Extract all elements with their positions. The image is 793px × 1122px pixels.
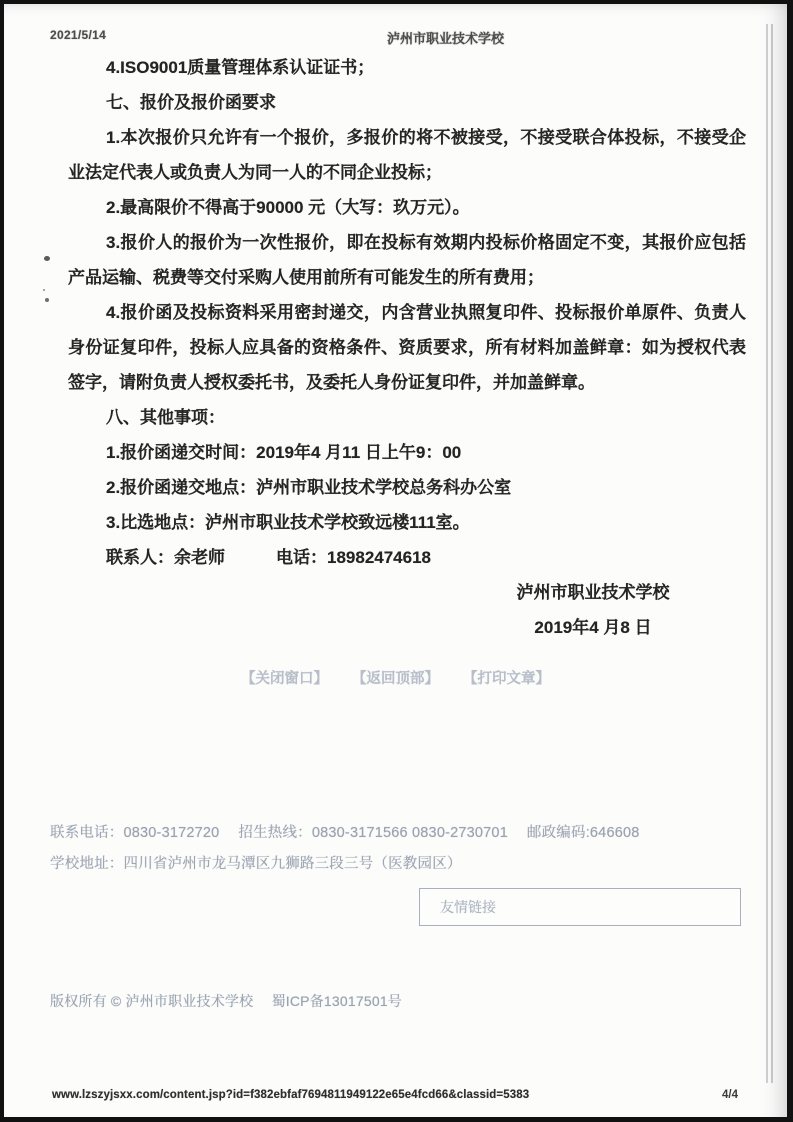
scan-speckle (44, 256, 50, 261)
footer-address-line: 学校地址：四川省泸州市龙马潭区九狮路三段三号（医教园区） (50, 856, 462, 872)
paragraph-quote-rule-3: 3.报价人的报价为一次性报价，即在投标有效期内投标价格固定不变，其报价应包括产品运输、税费等交付采购人使用前所有可能发生的所有费用； (68, 233, 746, 287)
paragraph-other-1: 1.报价函递交时间：2019年4 月11 日上午9：00 (106, 443, 462, 462)
print-footer-url: www.lzszyjsxx.com/content.jsp?id=f382ebfaf7694811949122e65e4fcd66&classid=5383 (52, 1089, 530, 1101)
paragraph-quote-rule-2: 2.最高限价不得高于90000 元（大写：玖万元）。 (106, 198, 470, 217)
footer-contact-line: 联系电话：0830-3172720 招生热线：0830-3171566 0830-2730701 邮政编码:646608 (50, 825, 640, 841)
page-action-links (4, 667, 787, 688)
print-article-link: 【打印文章】 (463, 671, 551, 687)
paragraph-quote-rule-1: 1.本次报价只允许有一个报价，多报价的将不被接受，不接受联合体投标，不接受企业法定代表人或负责人为同一人的不同企业投标； (68, 128, 746, 182)
close-window-link: 【关闭窗口】 (240, 671, 328, 687)
section-heading-8: 八、其他事项： (106, 408, 225, 427)
site-footer (50, 818, 670, 880)
scan-page-edge-artifact (766, 24, 773, 1083)
scan-speckle (45, 298, 49, 302)
page-number-indicator: 4/4 (722, 1089, 738, 1101)
print-header (4, 28, 787, 46)
paragraph-other-2: 2.报价函递交地点：泸州市职业技术学校总务科办公室 (106, 478, 512, 497)
back-to-top-link: 【返回顶部】 (352, 671, 439, 687)
paragraph-quote-rule-4: 4.报价函及投标资料采用密封递交，内含营业执照复印件、投标报价单原件、负责人身份证复印件，投标人应具备的资格条件、资质要求，所有材料加盖鲜章：如为授权代表签字，请附负责人授权委托书，及委托人身份证复印件，并加盖鲜章。 (68, 303, 746, 392)
signature-org: 泸州市职业技术学校 (516, 583, 670, 602)
paragraph-iso-cert: 4.ISO9001质量管理体系认证证书； (106, 58, 375, 77)
scan-speckle (43, 289, 45, 291)
paragraph-other-3: 3.比选地点：泸州市职业技术学校致远楼111室。 (106, 513, 470, 532)
friend-links-dropdown (419, 888, 741, 926)
document-body (68, 50, 746, 645)
site-header-title: 泸州市职业技术学校 (386, 31, 504, 46)
signature-date: 2019年4 月8 日 (534, 618, 652, 637)
section-heading-7: 七、报价及报价函要求 (106, 93, 276, 112)
paragraph-contact: 联系人：余老师 电话：18982474618 (106, 548, 431, 567)
friend-links-label: 友情链接 (440, 899, 496, 915)
print-date: 2021/5/14 (50, 28, 107, 42)
copyright-line: 版权所有 © 泸州市职业技术学校 蜀ICP备13017501号 (50, 993, 403, 1009)
